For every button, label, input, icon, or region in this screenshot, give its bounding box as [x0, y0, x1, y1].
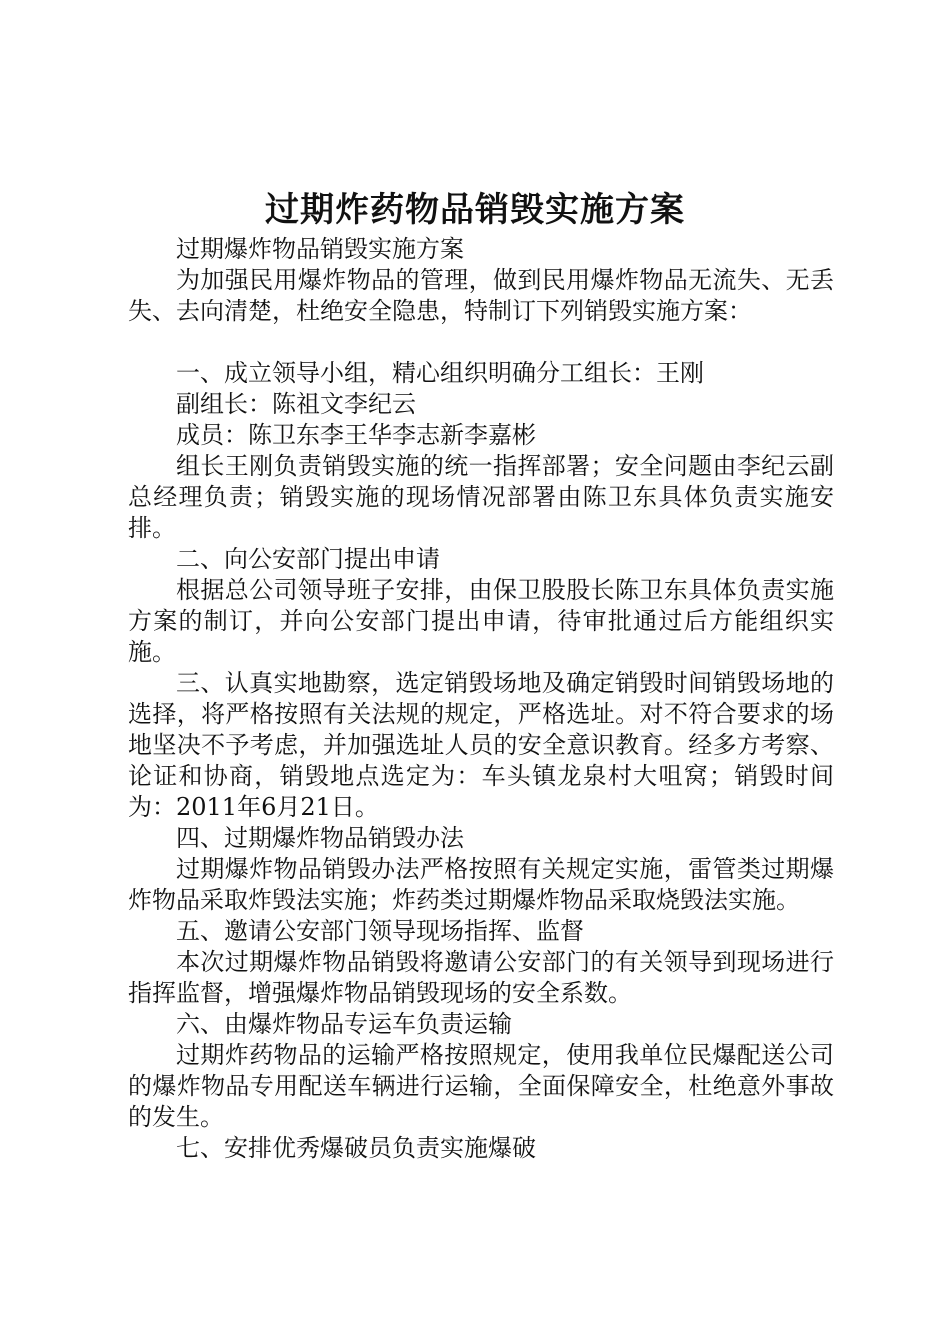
section-4-paragraph: 过期爆炸物品销毁办法严格按照有关规定实施，雷管类过期爆炸物品采取炸毁法实施；炸药类过期爆炸物品采取烧毁法实施。 [128, 855, 834, 914]
section-3-paragraph: 三、认真实地勘察，选定销毁场地及确定销毁时间销毁场地的选择，将严格按照有关法规的规定，严格选址。对不符合要求的场地坚决不予考虑，并加强选址人员的安全意识教育。经多方考察、论证和协商，销毁地点选定为：车头镇龙泉村大咀窝；销毁时间为：2011年6月21日。 [128, 669, 834, 821]
members-paragraph: 成员：陈卫东李王华李志新李嘉彬 [176, 421, 536, 449]
section-5-paragraph: 本次过期爆炸物品销毁将邀请公安部门的有关领导到现场进行指挥监督，增强爆炸物品销毁现场的安全系数。 [128, 948, 834, 1007]
subtitle-paragraph: 过期爆炸物品销毁实施方案 [176, 235, 464, 263]
document-body [128, 234, 834, 1164]
section-2-heading: 二、向公安部门提出申请 [176, 545, 440, 573]
section-7-heading: 七、安排优秀爆破员负责实施爆破 [176, 1134, 536, 1162]
intro-paragraph: 为加强民用爆炸物品的管理，做到民用爆炸物品无流失、无丢失、去向清楚，杜绝安全隐患，特制订下列销毁实施方案： [128, 266, 834, 325]
section-1-heading: 一、成立领导小组，精心组织明确分工组长：王刚 [176, 359, 704, 387]
section-5-heading: 五、邀请公安部门领导现场指挥、监督 [176, 917, 584, 945]
responsibilities-paragraph: 组长王刚负责销毁实施的统一指挥部署；安全问题由李纪云副总经理负责；销毁实施的现场情况部署由陈卫东具体负责实施安排。 [128, 452, 834, 542]
section-6-paragraph: 过期炸药物品的运输严格按照规定，使用我单位民爆配送公司的爆炸物品专用配送车辆进行运输，全面保障安全，杜绝意外事故的发生。 [128, 1041, 834, 1131]
section-2-paragraph: 根据总公司领导班子安排，由保卫股股长陈卫东具体负责实施方案的制订，并向公安部门提出申请，待审批通过后方能组织实施。 [128, 576, 834, 666]
section-4-heading: 四、过期爆炸物品销毁办法 [176, 824, 464, 852]
document-title: 过期炸药物品销毁实施方案 [265, 190, 685, 230]
deputy-leaders-paragraph: 副组长：陈祖文李纪云 [176, 390, 416, 418]
section-6-heading: 六、由爆炸物品专运车负责运输 [176, 1010, 512, 1038]
